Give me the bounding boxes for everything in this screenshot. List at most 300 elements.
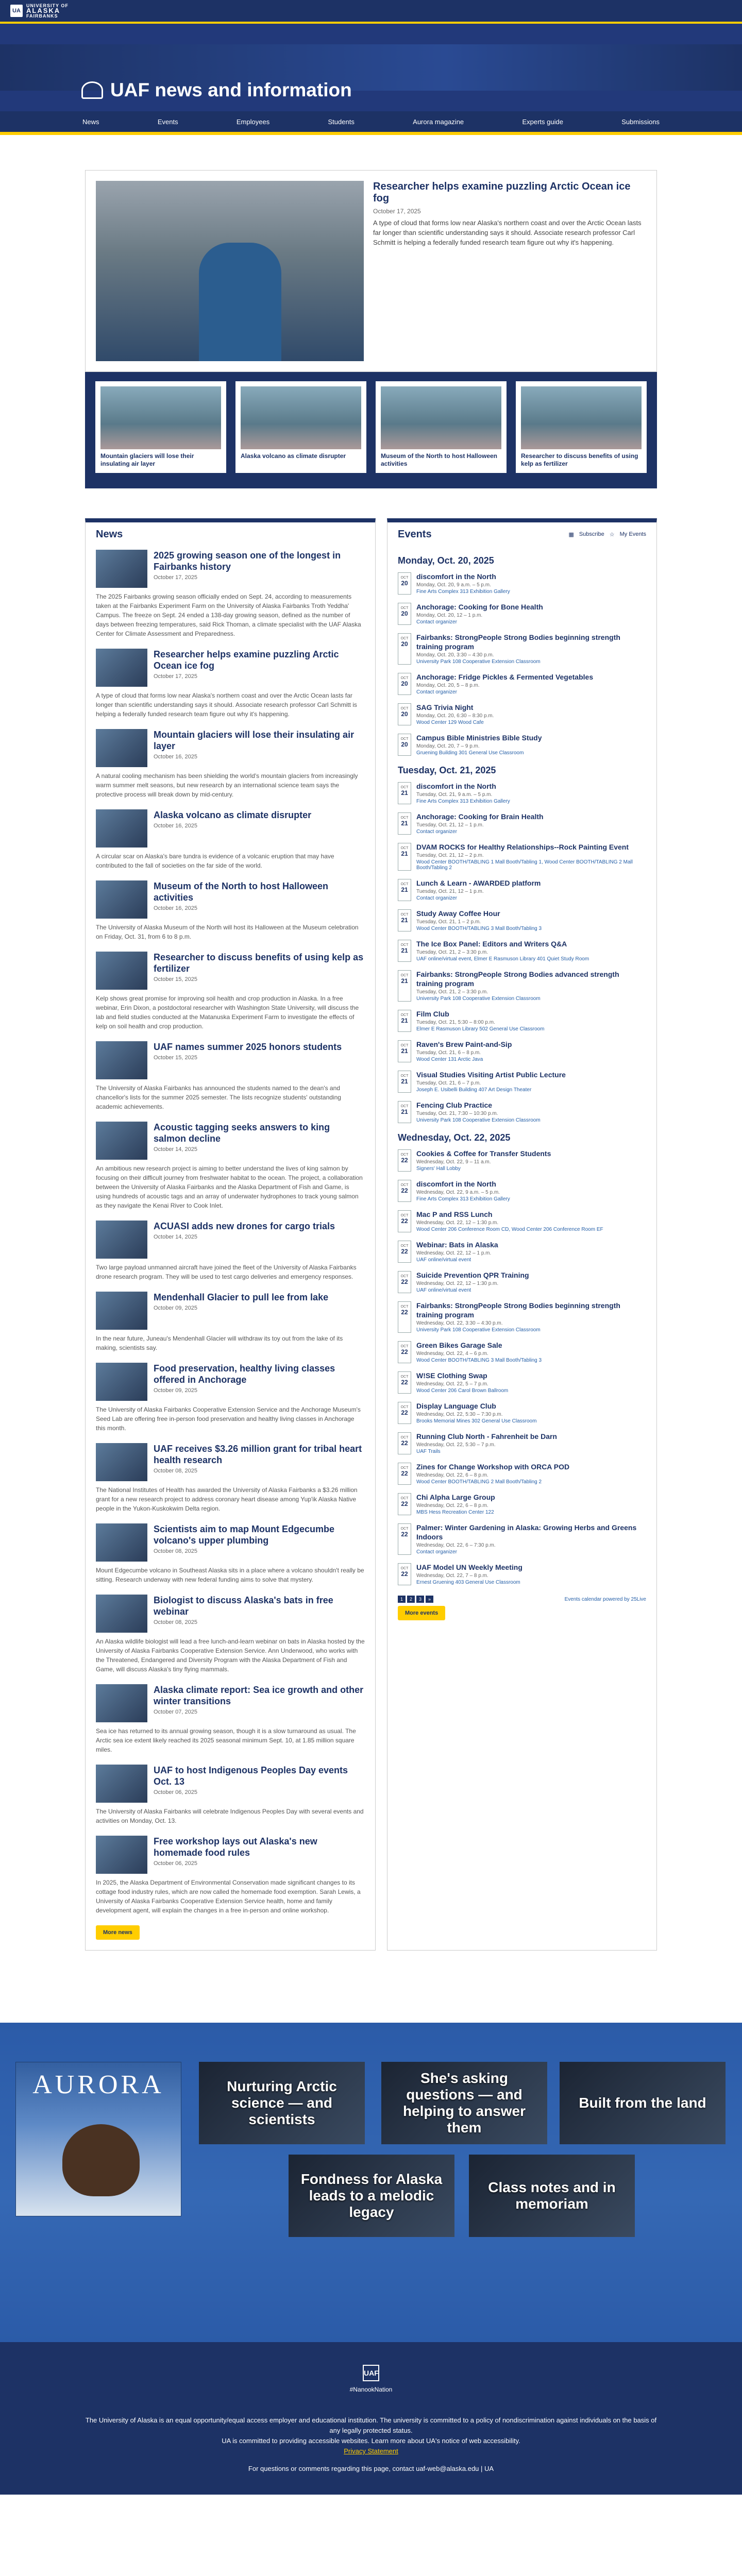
event-title[interactable]: The Ice Box Panel: Editors and Writers Q&A bbox=[416, 940, 567, 948]
event-month: OCT bbox=[400, 1013, 409, 1017]
event-title[interactable]: W!SE Clothing Swap bbox=[416, 1371, 487, 1380]
news-date: October 08, 2025 bbox=[154, 1619, 198, 1625]
event-location: Wood Center BOOTH/TABLING 3 Mall Booth/Tabling 3 bbox=[416, 926, 542, 931]
event-location: Ernest Gruening 403 General Use Classroom bbox=[416, 1580, 520, 1585]
news-thumbnail[interactable] bbox=[96, 880, 147, 919]
event-month: OCT bbox=[400, 974, 409, 977]
news-date: October 08, 2025 bbox=[154, 1548, 198, 1554]
story-thumbnail[interactable] bbox=[376, 381, 507, 473]
news-date: October 09, 2025 bbox=[154, 1305, 198, 1311]
events-heading: Events bbox=[398, 529, 432, 540]
calendar-date-icon bbox=[398, 1180, 411, 1202]
news-date: October 09, 2025 bbox=[154, 1387, 198, 1394]
calendar-date-icon bbox=[398, 812, 411, 835]
event-title[interactable]: Webinar: Bats in Alaska bbox=[416, 1241, 498, 1249]
event-title[interactable]: Campus Bible Ministries Bible Study bbox=[416, 734, 542, 742]
my-events-link[interactable]: My Events bbox=[619, 531, 646, 537]
news-thumbnail[interactable] bbox=[96, 1836, 147, 1874]
aurora-tile[interactable] bbox=[560, 2062, 726, 2144]
content-columns bbox=[85, 518, 657, 1951]
event-day-number: 21 bbox=[401, 1108, 408, 1115]
calendar-date-icon bbox=[398, 1210, 411, 1232]
event-time: Monday, Oct. 20, 12 – 1 p.m. bbox=[416, 613, 483, 618]
event-location: Fine Arts Complex 313 Exhibition Gallery bbox=[416, 799, 510, 804]
event-month: OCT bbox=[400, 816, 409, 820]
event-time: Monday, Oct. 20, 9 a.m. – 5 p.m. bbox=[416, 582, 491, 588]
event-month: OCT bbox=[400, 1244, 409, 1248]
event-time: Wednesday, Oct. 22, 4 – 6 p.m. bbox=[416, 1351, 488, 1357]
news-title[interactable]: Scientists aim to map Mount Edgecumbe volcano's upper plumbing bbox=[154, 1524, 335, 1546]
news-summary: Kelp shows great promise for improving soil health and crop production in Alaska. In a free webinar, Erin Dixon, a postdoctoral researcher with Washington State University, will discuss the lab and field studies conducted at the Matanuska Experiment Farm to investigate the effects of kelp on soil health and crop production. bbox=[96, 995, 359, 1030]
news-summary: An Alaska wildlife biologist will lead a free lunch-and-learn webinar on bats in Alaska hosted by the University of Alaska Fairbanks Cooperative Extension Service. Ann Underwood, who works with the Threatened, Endangered and Diversity Program with the Alaska Department of Fish and Game, will discuss Alaska's tiny flying mammals. bbox=[96, 1638, 365, 1673]
calendar-date-icon bbox=[398, 572, 411, 595]
news-summary: A type of cloud that forms low near Alaska's northern coast and over the Arctic Ocean lasts far longer than scientific understanding says it should. Associate research professor Carl Schmitt is helping a federally funded research team figure out why it's happening. bbox=[96, 692, 357, 718]
news-thumbnail[interactable] bbox=[96, 1595, 147, 1633]
event-item bbox=[398, 909, 646, 931]
news-thumbnail[interactable] bbox=[96, 809, 147, 848]
event-month: OCT bbox=[400, 606, 409, 610]
event-location: Wood Center BOOTH/TABLING 2 Mall Booth/Tabling 2 bbox=[416, 1479, 542, 1485]
event-month: OCT bbox=[400, 1527, 409, 1531]
thumbnail-title: Museum of the North to host Halloween activities bbox=[381, 452, 498, 467]
news-thumbnail[interactable] bbox=[96, 1523, 147, 1562]
news-summary: Two large payload unmanned aircraft have joined the fleet of the University of Alaska Fairbanks drone research program. They will be used to test cargo deliveries and emergency responses. bbox=[96, 1264, 357, 1280]
event-title[interactable]: Anchorage: Cooking for Bone Health bbox=[416, 603, 543, 611]
news-item-head bbox=[96, 952, 365, 990]
event-location: Signers' Hall Lobby bbox=[416, 1166, 461, 1172]
news-title[interactable]: Acoustic tagging seeks answers to king salmon decline bbox=[154, 1122, 330, 1144]
footer-hashtag: #NanookNation bbox=[349, 2386, 393, 2393]
news-title[interactable]: Mendenhall Glacier to pull lee from lake bbox=[154, 1292, 329, 1302]
event-title[interactable]: DVAM ROCKS for Healthy Relationships--Rock Painting Event bbox=[416, 843, 629, 851]
event-location: Contact organizer bbox=[416, 689, 457, 695]
eeo-statement: The University of Alaska is an equal opportunity/equal access employer and educational institution. The university is committed to a policy of nondiscrimination against individuals on the basis of any legally protected status. bbox=[85, 2416, 657, 2434]
news-heading: News bbox=[96, 529, 123, 540]
event-time: Monday, Oct. 20, 7 – 9 p.m. bbox=[416, 743, 480, 749]
event-title[interactable]: Anchorage: Fridge Pickles & Fermented Vegetables bbox=[416, 673, 594, 681]
news-thumbnail[interactable] bbox=[96, 1221, 147, 1259]
univ-campus-text: FAIRBANKS bbox=[26, 13, 58, 19]
univ-name-text: ALASKA bbox=[26, 7, 61, 14]
news-title[interactable]: Researcher to discuss benefits of using kelp as fertilizer bbox=[154, 952, 364, 974]
news-item bbox=[96, 1684, 365, 1754]
event-month: OCT bbox=[400, 846, 409, 850]
nav-item-aurora-magazine[interactable]: Aurora magazine bbox=[413, 117, 464, 126]
event-day-number: 21 bbox=[401, 1078, 408, 1085]
event-item bbox=[398, 633, 646, 665]
calendar-date-icon bbox=[398, 703, 411, 725]
pager-button[interactable]: 1 bbox=[398, 1596, 406, 1603]
calendar-date-icon bbox=[398, 879, 411, 901]
aurora-tile[interactable] bbox=[289, 2155, 454, 2237]
calendar-date-icon bbox=[398, 1071, 411, 1093]
news-item bbox=[96, 1292, 365, 1352]
news-thumbnail[interactable] bbox=[96, 1122, 147, 1160]
privacy-link[interactable]: Privacy Statement bbox=[344, 2447, 398, 2455]
event-item bbox=[398, 1271, 646, 1293]
story-thumbnail[interactable] bbox=[95, 381, 226, 473]
news-title[interactable]: UAF names summer 2025 honors students bbox=[154, 1042, 342, 1052]
event-day-number: 22 bbox=[401, 1439, 408, 1447]
event-item bbox=[398, 1463, 646, 1485]
event-item bbox=[398, 1210, 646, 1232]
aurora-magazine-section bbox=[0, 2023, 742, 2342]
events-footer bbox=[398, 1596, 646, 1603]
event-location: Contact organizer bbox=[416, 1549, 457, 1555]
event-pager bbox=[398, 1596, 433, 1603]
event-title[interactable]: Running Club North - Fahrenheit be Darn bbox=[416, 1432, 557, 1440]
news-item-head bbox=[96, 1363, 365, 1401]
event-title[interactable]: Zines for Change Workshop with ORCA POD bbox=[416, 1463, 570, 1471]
calendar-date-icon bbox=[398, 940, 411, 962]
event-item bbox=[398, 812, 646, 835]
event-location: University Park 108 Cooperative Extension Classroom bbox=[416, 1327, 541, 1333]
news-date: October 17, 2025 bbox=[154, 673, 198, 680]
event-day-number: 22 bbox=[401, 1531, 408, 1538]
news-thumbnail[interactable] bbox=[96, 1684, 147, 1722]
event-day-number: 22 bbox=[401, 1157, 408, 1164]
event-time: Tuesday, Oct. 21, 9 a.m. – 5 p.m. bbox=[416, 792, 493, 798]
event-day-number: 22 bbox=[401, 1278, 408, 1285]
event-time: Wednesday, Oct. 22, 6 – 8 p.m. bbox=[416, 1472, 488, 1478]
news-thumbnail[interactable] bbox=[96, 952, 147, 990]
event-title[interactable]: UAF Model UN Weekly Meeting bbox=[416, 1563, 522, 1571]
event-month: OCT bbox=[400, 576, 409, 580]
event-location: Wood Center 131 Arctic Java bbox=[416, 1057, 483, 1062]
event-item bbox=[398, 673, 646, 695]
event-day-number: 21 bbox=[401, 917, 408, 924]
more-events-button[interactable]: More events bbox=[398, 1606, 445, 1620]
event-title[interactable]: Mac P and RSS Lunch bbox=[416, 1210, 493, 1218]
event-time: Wednesday, Oct. 22, 9 – 11 a.m. bbox=[416, 1159, 491, 1165]
news-item bbox=[96, 1122, 365, 1210]
news-date: October 17, 2025 bbox=[154, 574, 198, 581]
aurora-tile-label: Nurturing Arctic science — and scientists bbox=[227, 2078, 337, 2127]
news-title[interactable]: Biologist to discuss Alaska's bats in free webinar bbox=[154, 1595, 333, 1617]
event-title[interactable]: SAG Trivia Night bbox=[416, 703, 474, 711]
calendar-date-icon bbox=[398, 1149, 411, 1172]
news-dome-icon bbox=[81, 81, 103, 99]
news-thumbnail[interactable] bbox=[96, 1443, 147, 1481]
event-month: OCT bbox=[400, 943, 409, 947]
news-title[interactable]: Mountain glaciers will lose their insulating air layer bbox=[154, 730, 355, 751]
site-title[interactable] bbox=[81, 79, 352, 101]
event-time: Wednesday, Oct. 22, 3:30 – 4:30 p.m. bbox=[416, 1320, 503, 1326]
event-time: Tuesday, Oct. 21, 6 – 8 p.m. bbox=[416, 1050, 481, 1056]
thumbnail-title: Mountain glaciers will lose their insulating air layer bbox=[100, 452, 194, 467]
news-item-head bbox=[96, 1221, 365, 1259]
event-day-number: 22 bbox=[401, 1309, 408, 1316]
subscribe-link[interactable]: Subscribe bbox=[579, 531, 604, 537]
news-thumbnail[interactable] bbox=[96, 1765, 147, 1803]
news-thumbnail[interactable] bbox=[96, 550, 147, 588]
news-item bbox=[96, 1041, 365, 1111]
event-title[interactable]: Raven's Brew Paint-and-Sip bbox=[416, 1040, 512, 1048]
news-thumbnail[interactable] bbox=[96, 1041, 147, 1079]
event-location: Fine Arts Complex 313 Exhibition Gallery bbox=[416, 1196, 510, 1202]
aurora-tile[interactable] bbox=[199, 2062, 365, 2144]
event-day-number: 20 bbox=[401, 610, 408, 617]
news-title[interactable]: Alaska volcano as climate disrupter bbox=[154, 810, 312, 820]
event-item bbox=[398, 572, 646, 595]
event-item bbox=[398, 1371, 646, 1394]
event-location: Wood Center 206 Carol Brown Ballroom bbox=[416, 1388, 509, 1394]
event-location: University Park 108 Cooperative Extension Classroom bbox=[416, 1117, 541, 1123]
news-title[interactable]: Museum of the North to host Halloween activities bbox=[154, 881, 329, 903]
nav-item-experts-guide[interactable]: Experts guide bbox=[522, 117, 563, 126]
event-title[interactable]: Green Bikes Garage Sale bbox=[416, 1341, 502, 1349]
news-item bbox=[96, 1443, 365, 1513]
news-date: October 06, 2025 bbox=[154, 1789, 198, 1795]
news-title[interactable]: Alaska climate report: Sea ice growth and other winter transitions bbox=[154, 1685, 364, 1706]
calendar-date-icon bbox=[398, 843, 411, 871]
event-item bbox=[398, 1563, 646, 1585]
event-day-heading: Monday, Oct. 20, 2025 bbox=[398, 555, 494, 566]
pager-button[interactable]: 3 bbox=[416, 1596, 424, 1603]
event-day-number: 21 bbox=[401, 886, 408, 893]
event-month: OCT bbox=[400, 1044, 409, 1047]
event-location: Wood Center BOOTH/TABLING 1 Mall Booth/Tabling 1, Wood Center BOOTH/TABLING 2 Mall Booth/Tabling 2 bbox=[416, 859, 633, 871]
event-time: Tuesday, Oct. 21, 12 – 1 p.m. bbox=[416, 889, 484, 894]
event-month: OCT bbox=[400, 1105, 409, 1108]
event-time: Wednesday, Oct. 22, 5 – 7 p.m. bbox=[416, 1381, 488, 1387]
news-item-head bbox=[96, 1041, 365, 1079]
star-icon: ☆ bbox=[609, 532, 615, 538]
news-item-head bbox=[96, 1684, 365, 1722]
nav-item-submissions[interactable]: Submissions bbox=[621, 117, 660, 126]
event-item bbox=[398, 603, 646, 625]
event-location: UAF Trails bbox=[416, 1449, 441, 1454]
news-item bbox=[96, 729, 365, 799]
event-time: Wednesday, Oct. 22, 5:30 – 7:30 p.m. bbox=[416, 1412, 503, 1417]
uaf-shield-icon: UA bbox=[10, 5, 23, 17]
news-date: October 08, 2025 bbox=[154, 1468, 198, 1474]
event-title[interactable]: Display Language Club bbox=[416, 1402, 496, 1410]
event-item bbox=[398, 843, 646, 871]
aurora-tile-label: She's asking questions — and helping to answer them bbox=[402, 2070, 526, 2136]
news-item-head bbox=[96, 1523, 365, 1562]
news-thumbnail[interactable] bbox=[96, 649, 147, 687]
event-location: University Park 108 Cooperative Extension Classroom bbox=[416, 659, 541, 665]
news-thumbnail[interactable] bbox=[96, 1363, 147, 1401]
news-thumbnail[interactable] bbox=[96, 1292, 147, 1330]
event-time: Wednesday, Oct. 22, 12 – 1 p.m. bbox=[416, 1250, 492, 1256]
event-day-number: 22 bbox=[401, 1217, 408, 1225]
news-item bbox=[96, 1765, 365, 1825]
event-title[interactable]: Fairbanks: StrongPeople Strong Bodies beginning strength training program bbox=[416, 633, 620, 651]
event-title[interactable]: discomfort in the North bbox=[416, 782, 496, 790]
event-time: Tuesday, Oct. 21, 2 – 3:30 p.m. bbox=[416, 950, 488, 955]
news-title[interactable]: Food preservation, healthy living classes offered in Anchorage bbox=[154, 1363, 335, 1385]
event-month: OCT bbox=[400, 676, 409, 680]
uaf-logo-link[interactable] bbox=[10, 3, 69, 19]
news-date: October 16, 2025 bbox=[154, 754, 198, 760]
event-day-number: 22 bbox=[401, 1570, 408, 1578]
event-day-number: 22 bbox=[401, 1379, 408, 1386]
accessibility-statement: UA is committed to providing accessible websites. Learn more about UA's notice of web accessibility. bbox=[222, 2437, 520, 2445]
event-item bbox=[398, 703, 646, 725]
contact-line: For questions or comments regarding this page, contact uaf-web@alaska.edu | UA bbox=[248, 2465, 494, 2472]
news-title[interactable]: ACUASI adds new drones for cargo trials bbox=[154, 1221, 335, 1231]
event-location: UAF online/virtual event, Elmer E Rasmuson Library 401 Quiet Study Room bbox=[416, 956, 589, 962]
calendar-date-icon bbox=[398, 1301, 411, 1333]
event-month: OCT bbox=[400, 737, 409, 741]
news-item-head bbox=[96, 1443, 365, 1481]
news-item bbox=[96, 1523, 365, 1584]
news-item-head bbox=[96, 1122, 365, 1160]
news-item-head bbox=[96, 1292, 365, 1330]
hero-section bbox=[0, 135, 742, 499]
event-title[interactable]: Anchorage: Cooking for Brain Health bbox=[416, 812, 544, 821]
nav-item-employees[interactable]: Employees bbox=[236, 117, 270, 126]
event-location: Wood Center 206 Conference Room CD, Wood Center 206 Conference Room EF bbox=[416, 1227, 603, 1232]
event-time: Tuesday, Oct. 21, 7:30 – 10:30 p.m. bbox=[416, 1111, 498, 1116]
event-month: OCT bbox=[400, 1436, 409, 1439]
event-month: OCT bbox=[400, 1305, 409, 1309]
top-bar bbox=[0, 0, 742, 24]
footer-uaf-logo[interactable]: UAF bbox=[363, 2365, 379, 2381]
event-month: OCT bbox=[400, 1074, 409, 1078]
news-summary: Mount Edgecumbe volcano in Southeast Alaska sits in a place where a volcano shouldn't really be sitting. Research underway with new federal funding aims to solve that mystery. bbox=[96, 1567, 364, 1583]
event-title[interactable]: Study Away Coffee Hour bbox=[416, 909, 500, 918]
event-location: Fine Arts Complex 313 Exhibition Gallery bbox=[416, 589, 510, 595]
news-title[interactable]: UAF receives $3.26 million grant for tribal heart health research bbox=[154, 1444, 362, 1465]
pager-button[interactable]: » bbox=[426, 1596, 433, 1603]
event-title[interactable]: Fencing Club Practice bbox=[416, 1101, 493, 1109]
aurora-tile-label: Fondness for Alaska leads to a melodic legacy bbox=[300, 2171, 443, 2220]
event-item bbox=[398, 1040, 646, 1062]
nav-item-students[interactable]: Students bbox=[328, 117, 355, 126]
story-thumbnail[interactable] bbox=[235, 381, 366, 473]
news-item-head bbox=[96, 649, 365, 687]
event-day-heading: Tuesday, Oct. 21, 2025 bbox=[398, 765, 496, 775]
story-thumbnail[interactable] bbox=[516, 381, 647, 473]
news-title[interactable]: 2025 growing season one of the longest in Fairbanks history bbox=[154, 550, 341, 572]
event-title[interactable]: Visual Studies Visiting Artist Public Lecture bbox=[416, 1071, 566, 1079]
event-title[interactable]: Cookies & Coffee for Transfer Students bbox=[416, 1149, 551, 1158]
news-date: October 16, 2025 bbox=[154, 823, 198, 829]
event-time: Wednesday, Oct. 22, 6 – 8 p.m. bbox=[416, 1503, 488, 1509]
event-time: Tuesday, Oct. 21, 2 – 3:30 p.m. bbox=[416, 989, 488, 995]
pager-button[interactable]: 2 bbox=[407, 1596, 415, 1603]
event-time: Tuesday, Oct. 21, 5:30 – 8:00 p.m. bbox=[416, 1020, 495, 1025]
news-summary: An ambitious new research project is aiming to better understand the lives of king salmon by focusing on their difficult journey from freshwater habitat to the ocean. The project, a collaboration between the University of Alaska Fairbanks and the Alaska Department of Fish and Game, is using hundreds of acoustic tags and an array of underwater hydrophones to track young salmon as they navigate the Kenai River to Cook Inlet. bbox=[96, 1165, 363, 1209]
aurora-tile-label: Class notes and in memoriam bbox=[488, 2179, 616, 2212]
event-time: Wednesday, Oct. 22, 5:30 – 7 p.m. bbox=[416, 1442, 496, 1448]
calendar-date-icon bbox=[398, 909, 411, 931]
nav-item-news[interactable]: News bbox=[82, 117, 99, 126]
news-summary: A circular scar on Alaska's bare tundra is evidence of a volcanic eruption that may have contributed to the fall of societies on the far side of the world. bbox=[96, 853, 334, 869]
news-item bbox=[96, 649, 365, 719]
news-item-head bbox=[96, 809, 365, 848]
news-title[interactable]: UAF to host Indigenous Peoples Day events Oct. 13 bbox=[154, 1765, 348, 1787]
powered-by-link[interactable]: Events calendar powered by 25Live bbox=[564, 1596, 646, 1602]
event-item bbox=[398, 940, 646, 962]
featured-story[interactable] bbox=[85, 170, 657, 372]
news-title[interactable]: Researcher helps examine puzzling Arctic Ocean ice fog bbox=[154, 649, 339, 671]
event-title[interactable]: Lunch & Learn - AWARDED platform bbox=[416, 879, 541, 887]
featured-title[interactable]: Researcher helps examine puzzling Arctic Ocean ice fog bbox=[373, 181, 631, 204]
event-title[interactable]: Fairbanks: StrongPeople Strong Bodies advanced strength training program bbox=[416, 970, 619, 988]
event-month: OCT bbox=[400, 1375, 409, 1379]
event-item bbox=[398, 1101, 646, 1123]
event-month: OCT bbox=[400, 707, 409, 710]
event-item bbox=[398, 1432, 646, 1454]
thumbnail-image bbox=[521, 386, 642, 449]
event-title[interactable]: Fairbanks: StrongPeople Strong Bodies beginning strength training program bbox=[416, 1301, 620, 1319]
event-day-number: 21 bbox=[401, 820, 408, 827]
event-day-number: 21 bbox=[401, 1047, 408, 1055]
news-date: October 14, 2025 bbox=[154, 1146, 198, 1153]
news-date: October 07, 2025 bbox=[154, 1709, 198, 1715]
event-location: Contact organizer bbox=[416, 895, 457, 901]
event-day-number: 22 bbox=[401, 1187, 408, 1194]
news-list bbox=[96, 550, 365, 1915]
news-summary: In the near future, Juneau's Mendenhall Glacier will withdraw its toy out from the lake of its making, scientists say. bbox=[96, 1335, 343, 1351]
event-month: OCT bbox=[400, 883, 409, 886]
event-item bbox=[398, 1180, 646, 1202]
event-day-number: 22 bbox=[401, 1470, 408, 1477]
event-month: OCT bbox=[400, 786, 409, 789]
calendar-date-icon bbox=[398, 734, 411, 756]
news-column bbox=[85, 518, 376, 1951]
main-nav bbox=[0, 111, 742, 135]
calendar-date-icon bbox=[398, 1432, 411, 1454]
event-time: Wednesday, Oct. 22, 7 – 8 p.m. bbox=[416, 1573, 488, 1579]
more-news-button[interactable]: More news bbox=[96, 1925, 140, 1940]
news-title[interactable]: Free workshop lays out Alaska's new homemade food rules bbox=[154, 1836, 317, 1858]
event-item bbox=[398, 1010, 646, 1032]
event-title[interactable]: discomfort in the North bbox=[416, 1180, 496, 1188]
event-time: Monday, Oct. 20, 6:30 – 8:30 p.m. bbox=[416, 713, 494, 719]
event-list bbox=[398, 555, 646, 1585]
event-title[interactable]: Palmer: Winter Gardening in Alaska: Growing Herbs and Greens Indoors bbox=[416, 1523, 637, 1541]
event-location: Brooks Memorial Mines 302 General Use Classroom bbox=[416, 1418, 537, 1424]
event-item bbox=[398, 782, 646, 804]
news-thumbnail[interactable] bbox=[96, 729, 147, 767]
event-location: UAF online/virtual event bbox=[416, 1257, 471, 1263]
event-time: Wednesday, Oct. 22, 6 – 7:30 p.m. bbox=[416, 1543, 496, 1548]
event-day-number: 21 bbox=[401, 789, 408, 796]
nav-item-events[interactable]: Events bbox=[157, 117, 178, 126]
event-day-number: 22 bbox=[401, 1409, 408, 1416]
news-summary: The 2025 Fairbanks growing season officially ended on Sept. 24, according to measurements taken at the Fairbanks Experiment Farm on the University of Alaska Fairbanks Troth Yeddha' Campus. The freeze on Sept. 24 ended a 138-day growing season, defined as the number of days between freezing temperatures, said Rick Thoman, a climate specialist with the UAF Alaska Center for Climate Assessment and Preparedness. bbox=[96, 593, 361, 637]
aurora-tile[interactable] bbox=[469, 2155, 635, 2237]
event-day-heading: Wednesday, Oct. 22, 2025 bbox=[398, 1132, 511, 1143]
aurora-tile-label: Built from the land bbox=[579, 2095, 706, 2111]
aurora-cover[interactable] bbox=[15, 2062, 181, 2216]
event-title[interactable]: discomfort in the North bbox=[416, 572, 496, 581]
event-location: Contact organizer bbox=[416, 829, 457, 835]
news-summary: Sea ice has returned to its annual growing season, though it is a slow turnaround as usual. The Arctic sea ice extent likely reached its 2025 seasonal minimum Sept. 10, at 1.85 million square miles. bbox=[96, 1727, 356, 1753]
featured-image[interactable] bbox=[96, 181, 364, 361]
event-title[interactable]: Suicide Prevention QPR Training bbox=[416, 1271, 529, 1279]
news-item bbox=[96, 952, 365, 1031]
event-title[interactable]: Chi Alpha Large Group bbox=[416, 1493, 495, 1501]
event-day-number: 22 bbox=[401, 1348, 408, 1355]
univ-top-text: UNIVERSITY OF bbox=[26, 3, 69, 8]
calendar-date-icon bbox=[398, 1563, 411, 1585]
event-month: OCT bbox=[400, 1275, 409, 1278]
event-title[interactable]: Film Club bbox=[416, 1010, 449, 1018]
aurora-tile[interactable] bbox=[381, 2062, 547, 2144]
news-item bbox=[96, 880, 365, 941]
aurora-brand: AURORA bbox=[32, 2070, 164, 2099]
site-title-text: UAF news and information bbox=[110, 79, 352, 100]
event-time: Tuesday, Oct. 21, 12 – 2 p.m. bbox=[416, 853, 484, 858]
thumbnail-image bbox=[100, 386, 221, 449]
event-item bbox=[398, 1402, 646, 1424]
